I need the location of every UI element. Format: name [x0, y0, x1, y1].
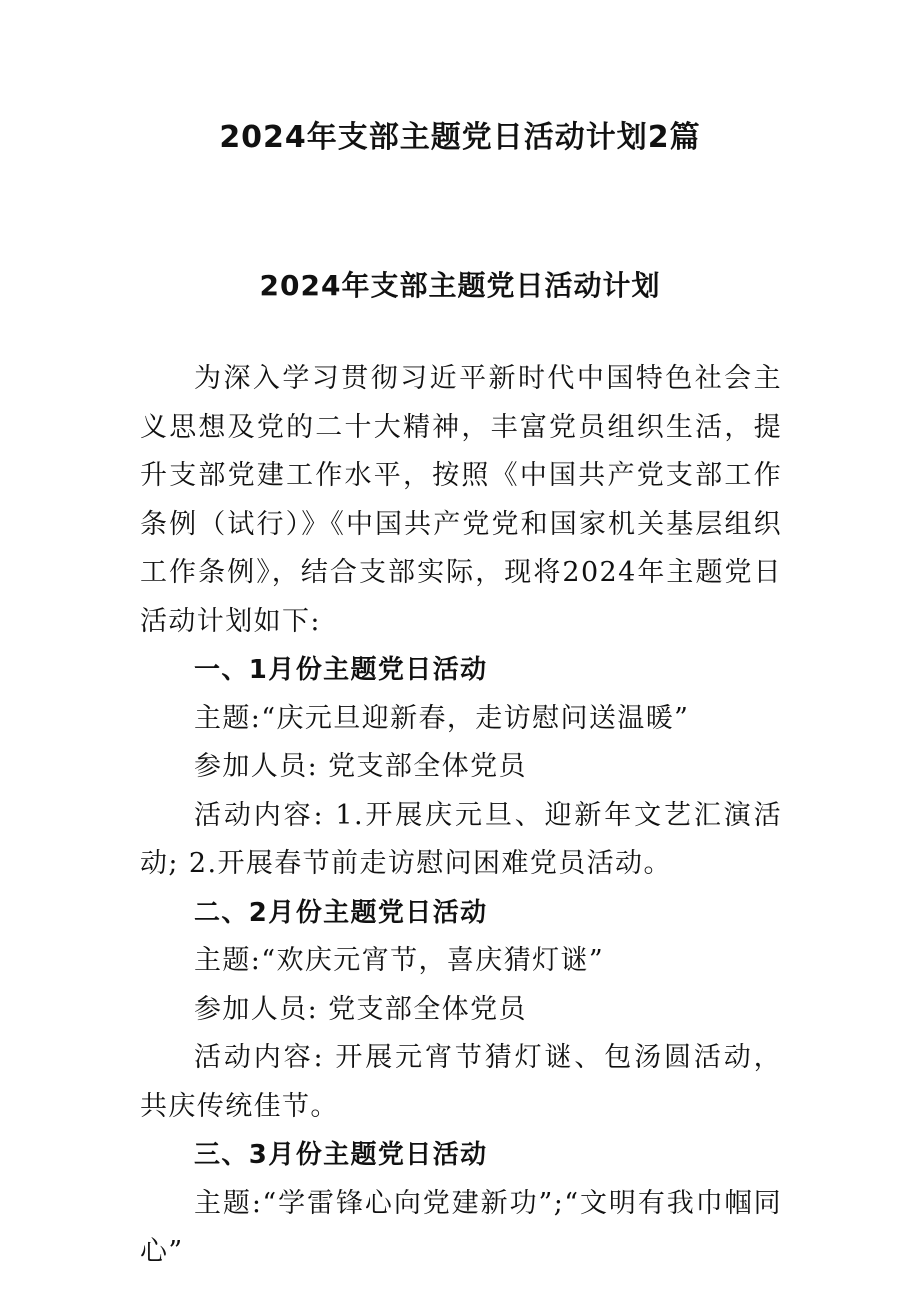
- section-theme-feb: 主题:“欢庆元宵节，喜庆猜灯谜”: [194, 945, 605, 976]
- section-participants-jan: 参加人员: 党支部全体党员: [194, 751, 527, 782]
- section-heading-jan: 一、1月份主题党日活动: [194, 655, 488, 685]
- section-content-jan: 活动内容: 1.开展庆元旦、迎新年文艺汇演活动; 2.开展春节前走访慰问困难党员活动。: [140, 799, 782, 879]
- section-heading-feb: 二、2月份主题党日活动: [194, 897, 488, 928]
- section-theme-mar: 主题:“学雷锋心向党建新功”;“文明有我巾帼同心”: [140, 1187, 782, 1267]
- document-body: [140, 355, 782, 1277]
- section-content-feb: 活动内容: 开展元宵节猜灯谜、包汤圆活动，共庆传统佳节。: [140, 1042, 782, 1122]
- plan-title: 2024年支部主题党日活动计划: [259, 269, 661, 302]
- intro-paragraph: 为深入学习贯彻习近平新时代中国特色社会主义思想及党的二十大精神，丰富党员组织生活，提升支部党建工作水平，按照《中国共产党支部工作条例（试行）》《中国共产党党和国家机关基层组织工作条例》，结合支部实际，现将2024年主题党日活动计划如下:: [140, 363, 782, 637]
- document-title: 2024年支部主题党日活动计划2篇: [219, 120, 701, 155]
- section-theme-jan: 主题:“庆元旦迎新春，走访慰问送温暖”: [194, 702, 690, 734]
- section-participants-feb: 参加人员: 党支部全体党员: [194, 993, 527, 1025]
- section-heading-mar: 三、3月份主题党日活动: [194, 1140, 488, 1170]
